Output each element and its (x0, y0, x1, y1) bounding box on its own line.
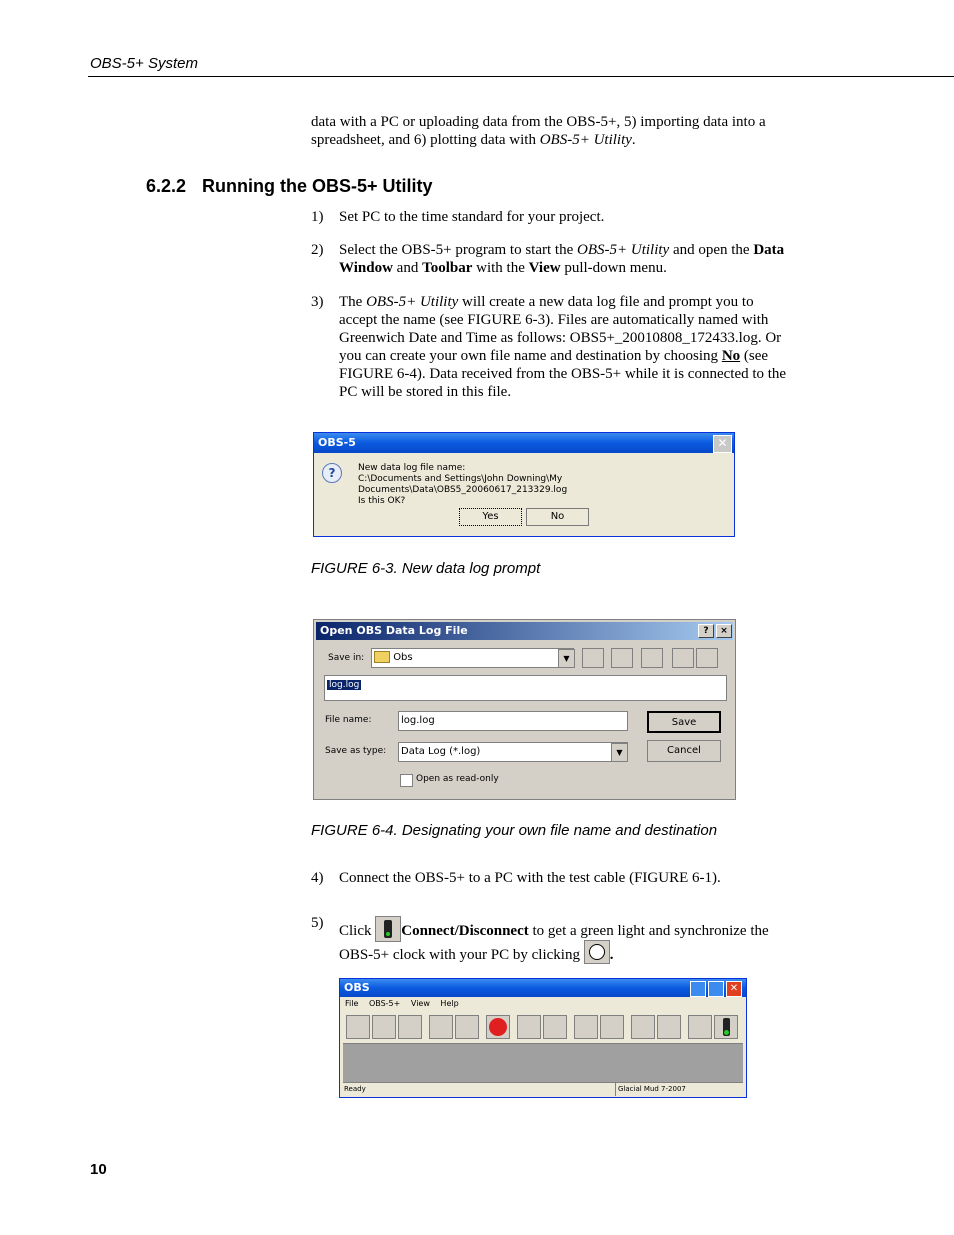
status-bar (343, 1082, 743, 1096)
help-icon[interactable]: ? (698, 624, 714, 638)
step-5-line-2 (339, 940, 613, 964)
dialog-title: OBS-5 (318, 436, 356, 449)
traffic-light-icon[interactable] (714, 1015, 738, 1039)
save-in-label: Save in: (328, 653, 365, 663)
table-icon[interactable] (398, 1015, 422, 1039)
intro-app-name: OBS-5+ Utility (539, 132, 632, 148)
step-3-line: accept the name (see FIGURE 6-3). Files are automatically named with (339, 312, 769, 328)
section-title: Running the OBS-5+ Utility (202, 176, 433, 196)
menu-obs5[interactable]: OBS-5+ (368, 999, 401, 1008)
step-5-number: 5) (311, 915, 324, 931)
desktop-icon[interactable] (611, 648, 633, 668)
list-view-icon[interactable] (672, 648, 694, 668)
menu-bar (345, 999, 459, 1008)
obs-titlebar (340, 979, 746, 997)
intro-period: . (631, 132, 636, 148)
step-5-period: . (609, 947, 614, 963)
calibrate-ssc-icon[interactable] (600, 1015, 624, 1039)
menu-view[interactable]: View (410, 999, 430, 1008)
step-3-part: will create a new data log file and prompt you to (458, 294, 754, 310)
data-area (343, 1043, 743, 1082)
traffic-light-icon (375, 916, 401, 942)
file-name-field[interactable]: log.log (398, 711, 628, 731)
close-icon[interactable]: ✕ (713, 435, 732, 453)
dialog-message-line: New data log file name: (358, 463, 466, 473)
step-5-part: to get a green light and synchronize the (528, 923, 769, 939)
step-2-part: Select the OBS-5+ program to start the (339, 242, 577, 258)
step-1-text: Set PC to the time standard for your project. (339, 209, 605, 225)
chevron-down-icon[interactable]: ▼ (611, 743, 628, 762)
step-3-number: 3) (311, 294, 324, 310)
step-4-number: 4) (311, 870, 324, 886)
running-header: OBS-5+ System (90, 55, 198, 72)
step-5-part: Click (339, 923, 376, 939)
upload-icon[interactable] (631, 1015, 655, 1039)
obs-title: OBS (344, 981, 370, 994)
step-2-part: pull-down menu. (560, 260, 667, 276)
cancel-button[interactable]: Cancel (647, 740, 721, 762)
dialog-message-line: Is this OK? (358, 496, 406, 506)
step-3-text (339, 293, 819, 401)
step-3-app-name: OBS-5+ Utility (366, 294, 459, 310)
section-number: 6.2.2 (146, 176, 187, 196)
header-rule (88, 76, 954, 77)
step-3-part: The (339, 294, 367, 310)
step-2-part: and open the (669, 242, 754, 258)
status-project: Glacial Mud 7-2007 (615, 1083, 686, 1096)
clock-icon (584, 940, 610, 964)
clock-icon[interactable] (372, 1015, 396, 1039)
read-only-checkbox[interactable] (400, 774, 413, 787)
step-5-line-1 (339, 914, 769, 940)
step-2-toolbar: Toolbar (422, 260, 473, 276)
intro-line-1: data with a PC or uploading data from the OBS-5+, 5) importing data into a (311, 114, 766, 130)
step-5-connect: Connect/Disconnect (401, 923, 529, 939)
intro-text: spreadsheet, and 6) plotting data with (311, 132, 540, 148)
new-folder-icon[interactable] (641, 648, 663, 668)
download-icon[interactable] (517, 1015, 541, 1039)
save-as-type-label: Save as type: (325, 746, 387, 756)
step-2-number: 2) (311, 242, 324, 258)
save-as-type-select[interactable]: Data Log (*.log) (398, 742, 628, 762)
step-3-part: (see (740, 348, 769, 364)
calibrate-ntu-icon[interactable] (574, 1015, 598, 1039)
page-number: 10 (90, 1161, 107, 1178)
question-icon: ? (322, 463, 342, 483)
no-button[interactable]: No (526, 508, 589, 526)
file-name-label: File name: (325, 715, 372, 725)
close-icon[interactable]: ✕ (726, 981, 742, 997)
up-folder-icon[interactable] (582, 648, 604, 668)
menu-file[interactable]: File (345, 999, 359, 1008)
file-item[interactable]: log.log (329, 680, 360, 690)
intro-line-2 (311, 131, 636, 149)
step-4-text: Connect the OBS-5+ to a PC with the test cable (FIGURE 6-1). (339, 870, 721, 886)
maximize-icon[interactable] (708, 981, 724, 997)
yes-button[interactable]: Yes (459, 508, 522, 526)
file-list[interactable] (324, 675, 727, 701)
step-3-line: FIGURE 6-4). Data received from the OBS-5+ while it is connected to the (339, 366, 787, 382)
obs5-dialog (313, 432, 735, 537)
obs-window (339, 978, 747, 1098)
toolbar (343, 1012, 741, 1042)
save-button[interactable]: Save (647, 711, 721, 733)
step-2-part: and (392, 260, 423, 276)
details-view-icon[interactable] (696, 648, 718, 668)
figure-6-3-caption: FIGURE 6-3. New data log prompt (311, 560, 541, 577)
minimize-icon[interactable] (690, 981, 706, 997)
dialog-titlebar (314, 433, 734, 453)
open-folder-icon[interactable] (657, 1015, 681, 1039)
dialog-message (358, 463, 734, 507)
serial-icon[interactable] (543, 1015, 567, 1039)
step-3-line: you can create your own file name and destination by choosing (339, 348, 722, 364)
folder-icon (374, 651, 390, 663)
open-dialog-titlebar (316, 622, 733, 640)
reel-icon[interactable] (346, 1015, 370, 1039)
open-log-dialog (313, 619, 736, 800)
step-2-view: View (528, 260, 561, 276)
figure-6-4-caption: FIGURE 6-4. Designating your own file name and destination (311, 822, 718, 839)
save-in-value: Obs (393, 652, 413, 663)
read-only-label: Open as read-only (416, 774, 499, 784)
step-2-app-name: OBS-5+ Utility (577, 242, 670, 258)
step-5-part: OBS-5+ clock with your PC by clicking (339, 947, 584, 963)
profile-icon[interactable] (455, 1015, 479, 1039)
status-ready: Ready (344, 1085, 366, 1093)
step-2-window: Window (339, 260, 393, 276)
chart-icon[interactable] (429, 1015, 453, 1039)
step-1-number: 1) (311, 209, 324, 225)
stop-icon[interactable] (486, 1015, 510, 1039)
step-3-line: Greenwich Date and Time as follows: OBS5+_20010808_172433.log. Or (339, 330, 782, 346)
step-2-text (339, 241, 817, 277)
step-2-part: with the (472, 260, 529, 276)
step-2-data: Data (753, 242, 785, 258)
chevron-down-icon[interactable]: ▼ (558, 649, 575, 668)
close-icon[interactable]: × (716, 624, 732, 638)
dialog-message-path: C:\Documents and Settings\John Downing\My Documents\Data\OBS5_20060617_213329.log (358, 474, 568, 495)
section-heading (146, 176, 433, 197)
step-3-no: No (721, 348, 741, 364)
menu-help[interactable]: Help (440, 999, 459, 1008)
open-dialog-title: Open OBS Data Log File (320, 624, 468, 637)
computer-icon[interactable] (688, 1015, 712, 1039)
save-in-select[interactable] (371, 648, 574, 668)
step-3-line: PC will be stored in this file. (339, 384, 512, 400)
